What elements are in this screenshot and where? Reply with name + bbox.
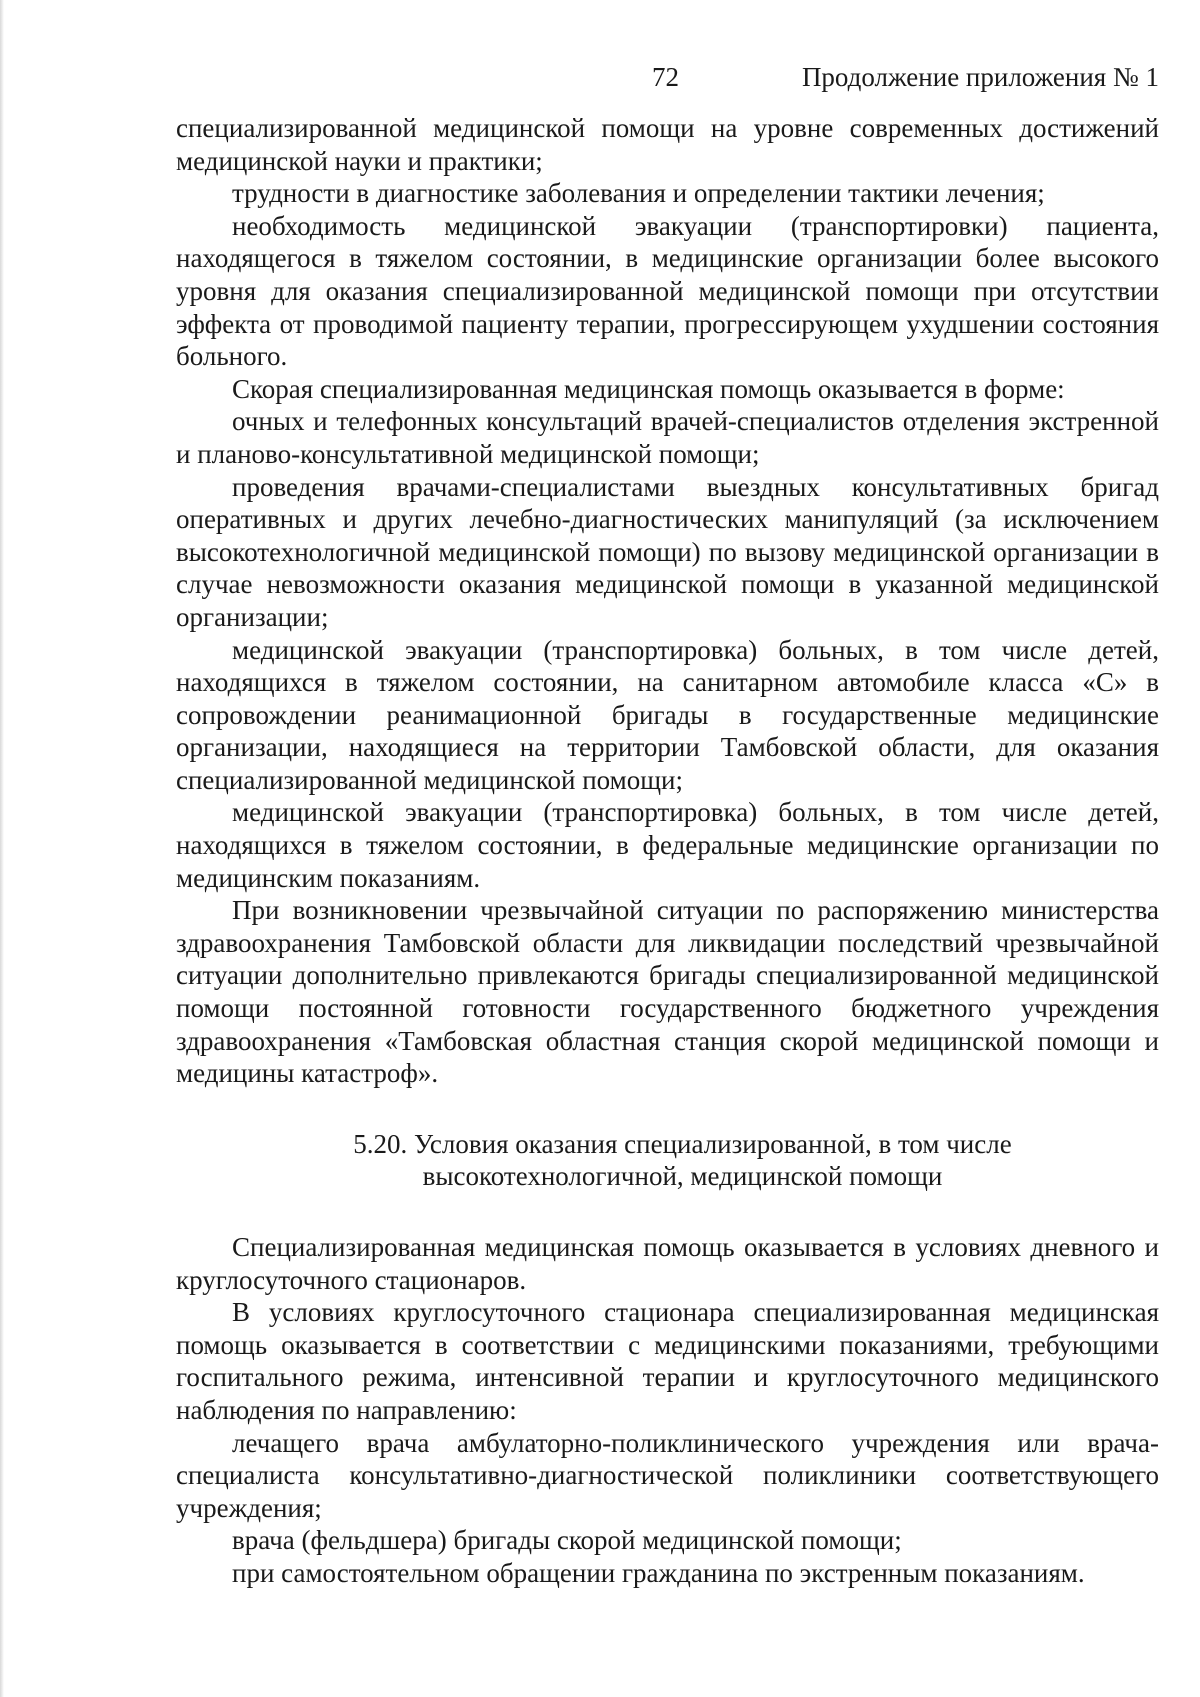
page-header xyxy=(0,62,1200,102)
paragraph: трудности в диагностике заболевания и определении тактики лечения; xyxy=(232,178,1045,209)
paragraph: специализированной медицинской помощи на уровне современных достижений медицинской науки и практики; xyxy=(176,113,1159,176)
section-heading xyxy=(176,1128,1159,1193)
paragraph: медицинской эвакуации (транспортировка) больных, в том числе детей, находящихся в тяжелом состоянии, на санитарном автомобиле класса «С» в сопровождении реанимационной бригады в государственные медицинские организации, находящиеся на территории Тамбовской области, для оказания специализированной медицинской помощи; xyxy=(176,634,1159,795)
scan-edge xyxy=(0,0,4,1697)
section-heading-line: высокотехнологичной, медицинской помощи xyxy=(422,1161,943,1192)
paragraph: медицинской эвакуации (транспортировка) больных, в том числе детей, находящихся в тяжелом состоянии, в федеральные медицинские организации по медицинским показаниям. xyxy=(176,797,1159,893)
document-body xyxy=(176,112,1159,1590)
paragraph: очных и телефонных консультаций врачей-специалистов отделения экстренной и планово-консультативной медицинской помощи; xyxy=(176,406,1159,469)
paragraph: В условиях круглосуточного стационара специализированная медицинская помощь оказывается в соответствии с медицинскими показаниями, требующими госпитального режима, интенсивной терапии и круглосуточного медицинского наблюдения по направлению: xyxy=(176,1297,1159,1425)
paragraph: необходимость медицинской эвакуации (транспортировки) пациента, находящегося в тяжелом состоянии, в медицинские организации более высокого уровня для оказания специализированной медицинской помощи при отсутствии эффекта от проводимой пациенту терапии, прогрессирующем ухудшении состояния больного. xyxy=(176,210,1159,372)
paragraph: Специализированная медицинская помощь оказывается в условиях дневного и круглосуточного стационаров. xyxy=(176,1232,1159,1295)
paragraph: При возникновении чрезвычайной ситуации по распоряжению министерства здравоохранения Тамбовской области для ликвидации последствий чрезвычайной ситуации дополнительно привлекаются бригады специализированной медицинской помощи постоянной готовности государственного бюджетного учреждения здравоохранения «Тамбовская областная станция скорой медицинской помощи и медицины катастроф». xyxy=(176,895,1159,1089)
page-number: 72 xyxy=(652,62,679,92)
paragraph: лечащего врача амбулаторно-поликлинического учреждения или врача-специалиста консультативно-диагностической поликлиники соответствующего учреждения; xyxy=(176,1427,1159,1523)
paragraph: Скорая специализированная медицинская помощь оказывается в форме: xyxy=(232,373,1065,404)
section-heading-line: 5.20. Условия оказания специализированной, в том числе xyxy=(353,1128,1012,1159)
running-title: Продолжение приложения № 1 xyxy=(801,62,1159,92)
paragraph: при самостоятельном обращении гражданина по экстренным показаниям. xyxy=(232,1557,1085,1588)
paragraph: проведения врачами-специалистами выездных консультативных бригад оперативных и других лечебно-диагностических манипуляций (за исключением высокотехнологичной медицинской помощи) по вызову медицинской организации в случае невозможности оказания медицинской помощи в указанной медицинской организации; xyxy=(176,471,1159,632)
paragraph: врача (фельдшера) бригады скорой медицинской помощи; xyxy=(232,1525,902,1556)
